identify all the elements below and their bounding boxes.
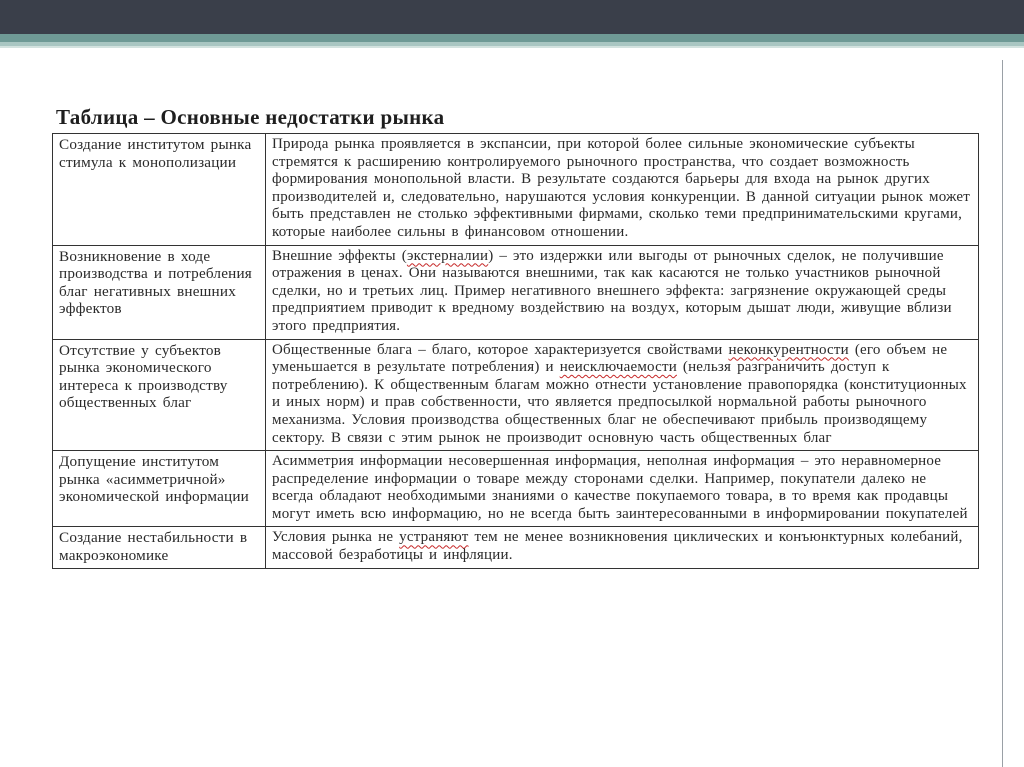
- deficit-name-cell: [53, 339, 266, 451]
- accent-stripe-faint: [0, 46, 1024, 48]
- accent-stripe: [0, 34, 1024, 42]
- market-deficits-table: [52, 133, 979, 569]
- deficit-name: Отсутствие у субъектов рынка экономического интереса к производству общественных благ: [59, 341, 228, 412]
- description-part: Общественные блага – благо, которое характеризуется свойствами: [272, 341, 729, 358]
- deficit-name-cell: [53, 245, 266, 339]
- deficit-name-cell: [53, 451, 266, 527]
- deficit-description-cell: [266, 339, 979, 451]
- deficit-description-cell: [266, 527, 979, 568]
- right-margin-rule: [1002, 60, 1003, 767]
- table-row: [53, 134, 979, 246]
- deficit-description-cell: [266, 245, 979, 339]
- deficit-description: [272, 248, 952, 334]
- deficit-name-cell: [53, 527, 266, 568]
- description-part: Внешние эффекты (: [272, 247, 407, 264]
- deficit-description: Асимметрия информации несовершенная информация, неполная информация – это неравномерное распределение информации о товаре между сторонами сделки. Например, покупатели далеко не всегда обладают необходимыми знаниями о качестве покупаемого товара, в то время как продавцы могут иметь всю информацию, но не всегда быть заинтересованными в информировании покупателей: [272, 453, 968, 522]
- slide-header-bar: [0, 0, 1024, 34]
- description-part: Условия рынка не: [272, 529, 400, 546]
- description-part: (нельзя разграничить доступ к потреблению). К общественным благам можно отнести установление правопорядка (конституционных и иных норм) и прав собственности, что является предпосылкой нормальной работы рыночного механизма. Условия производства общественных благ не обеспечивают прибыль производящему сектору. В связи с этим рынок не производит основную часть общественных благ: [272, 359, 967, 446]
- table-row: [53, 245, 979, 339]
- description-part: тем не менее возникновения циклических и конъюнктурных колебаний, массовой безработицы и инфляции.: [272, 529, 963, 564]
- deficit-name: Возникновение в ходе производства и потребления благ негативных внешних эффектов: [59, 247, 252, 318]
- deficit-description: [272, 342, 967, 446]
- highlighted-term: экстерналии: [406, 247, 489, 264]
- table-row: [53, 339, 979, 451]
- description-part: (его объем не уменьшается в результате потребления) и: [272, 341, 948, 376]
- deficit-description: Природа рынка проявляется в экспансии, при которой более сильные экономические субъекты стремятся к расширению контролируемого рыночного пространства, что создает возможность формирования монопольной власти. В результате создаются барьеры для входа на рынок других производителей и, следовательно, нарушаются условия конкуренции. В данной ситуации рынок может быть представлен не столько эффективными фирмами, сколько теми предпринимательскими кругами, которые наиболее сильны в финансовом отношении.: [272, 136, 971, 240]
- deficit-description: [272, 529, 963, 563]
- deficit-name: Создание институтом рынка стимула к монополизации: [59, 136, 252, 171]
- highlighted-term: неисключаемости: [559, 359, 677, 376]
- description-part: ) – это издержки или выгоды от рыночных сделок, не получившие отражения в ценах. Они называются внешними, так как касаются не только участников рыночной сделки, но и третьих лиц. Пример негативного внешнего эффекта: загрязнение окружающей среды предприятием приводит к вредному воздействию на воздух, которым дышат люди, живущие вблизи этого предприятия.: [272, 247, 952, 334]
- deficit-name-cell: [53, 134, 266, 246]
- highlighted-term: устраняют: [399, 529, 469, 546]
- document-image: [52, 104, 982, 569]
- table-row: [53, 451, 979, 527]
- highlighted-term: неконкурентности: [728, 341, 849, 358]
- table-row: [53, 527, 979, 568]
- deficit-name: Допущение институтом рынка «асимметричной» экономической информации: [59, 453, 249, 506]
- deficit-description-cell: [266, 134, 979, 246]
- deficit-description-cell: [266, 451, 979, 527]
- deficit-name: Создание нестабильности в макроэкономике: [59, 529, 248, 565]
- table-title: Таблица – Основные недостатки рынка: [56, 105, 445, 129]
